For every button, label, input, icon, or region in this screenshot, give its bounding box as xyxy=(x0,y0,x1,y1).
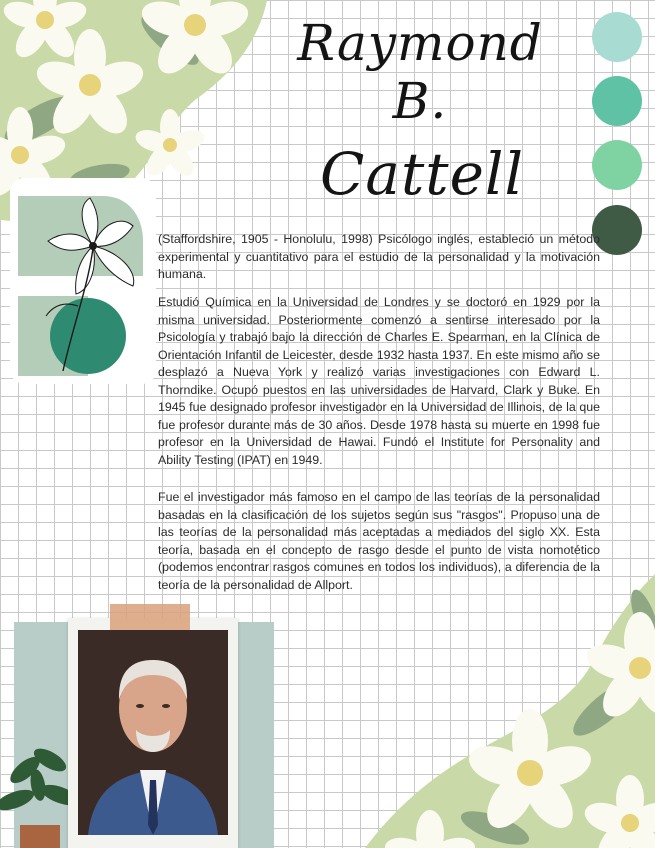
portrait-photo xyxy=(78,630,228,835)
theory-paragraph: Fue el investigador más famoso en el campo de las teorías de la personalidad basadas en la clasificación de los sujetos según sus "rasgos". Propuso una de las teorías de la personalidad más aceptadas a mediados del siglo XX. Esta teoría, basada en el concepto de rasgo desde el punto de vista nomotético (podemos encontrar rasgos comunes en todos los individuos), a diferencia de la teoría de la personalidad de Allport. xyxy=(158,490,600,592)
palette-swatch-1 xyxy=(592,12,642,62)
intro-paragraph: (Staffordshire, 1905 - Honolulu, 1998) Psicólogo inglés, estableció un método experimental y cuantitativo para el estudio de la personalidad y la motivación humana. xyxy=(158,232,600,281)
flower-sticker xyxy=(8,176,158,386)
floral-corner-bottom-right xyxy=(345,558,655,848)
palette-swatch-2 xyxy=(592,76,642,126)
biography-paragraph: Estudió Química en la Universidad de Londres y se doctoró en 1929 por la misma universidad. Posteriormente comenzó a sentirse interesado por la Psicología y trabajó bajo la dirección de Charles E. Spearman, en la Clínica de Orientación Infantil de Leicester, desde 1932 hasta 1937. En este mismo año se desplazó a Nueva York y realizó varias investigaciones con Edward L. Thorndike. Ocupó puestos en las universidades de Harvard, Clark y Buke. En 1945 fue designado profesor investigador en la Universidad de Illinois, de la que fue profesor durante más de 30 años. Desde 1978 hasta su muerte en 1998 fue profesor en la Universidad de Hawai. Fundó el Institute for Personality and Ability Testing (IPAT) en 1949. xyxy=(158,295,600,467)
palette-swatch-3 xyxy=(592,140,642,190)
title-last-name: Cattell xyxy=(320,140,524,208)
tape-strip xyxy=(110,604,190,630)
title-first-name: Raymond B. xyxy=(297,14,543,130)
